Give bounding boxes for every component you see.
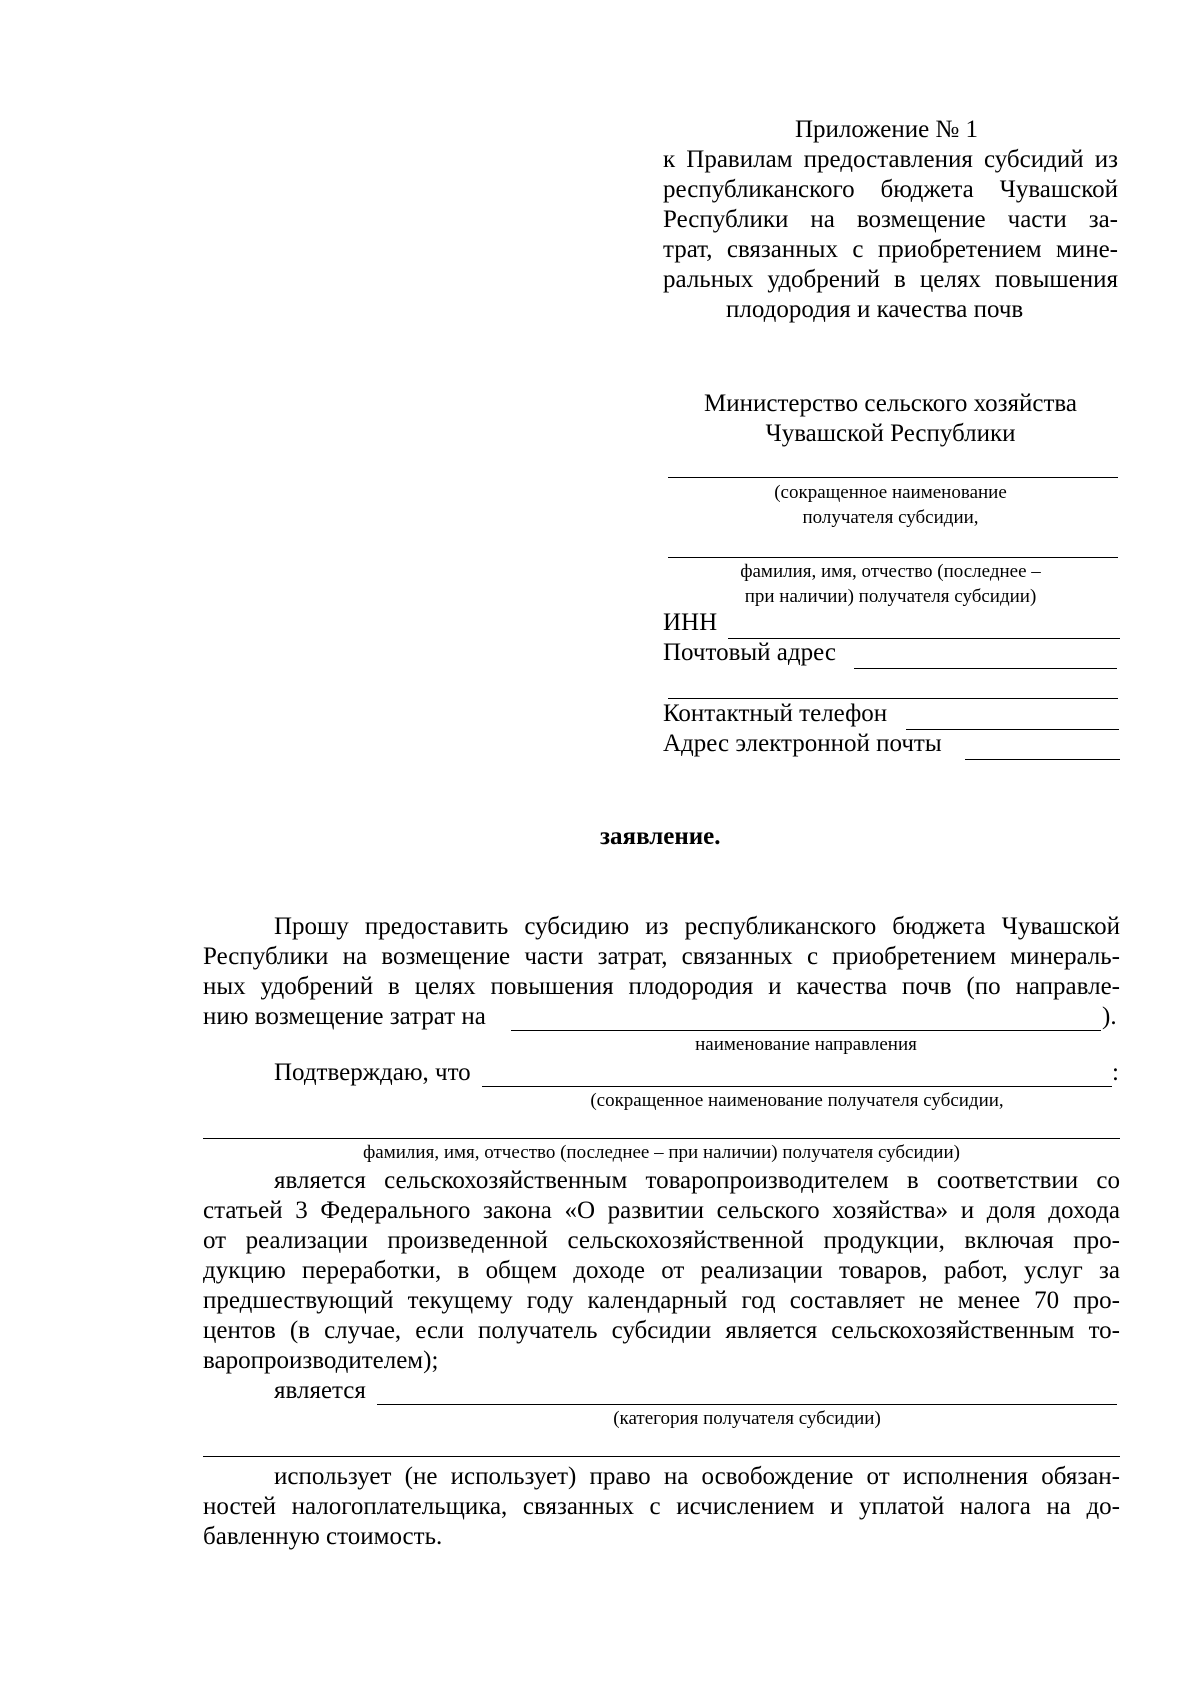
recipient-fio-line <box>668 557 1118 558</box>
ministry-line-2: Чувашской Республики <box>765 420 1016 447</box>
recipient-name-line <box>668 477 1118 478</box>
producer-line-5: предшествующий текущему году календарный год составляет не менее 70 про- <box>203 1287 1120 1314</box>
appendix-line-6: плодородия и качества почв <box>726 296 1024 323</box>
recipient-field-line[interactable] <box>482 1086 1112 1087</box>
confirm-label: Подтверждаю, что <box>274 1059 471 1086</box>
producer-line-1: является сельскохозяйственным товаропроизводителем в соответствии со <box>274 1167 1120 1194</box>
postal-address-field-line-2[interactable] <box>668 698 1118 699</box>
appendix-line-5: ральных удобрений в целях повышения <box>663 266 1118 293</box>
fio-hint-line-2: при наличии) получателя субсидии) <box>744 586 1037 607</box>
direction-field-line[interactable] <box>511 1030 1101 1031</box>
appendix-line-4: трат, связанных с приобретением мине- <box>663 236 1118 263</box>
vat-line-3: бавленную стоимость. <box>203 1523 443 1550</box>
category-field-line[interactable] <box>377 1404 1117 1405</box>
request-line-1: Прошу предоставить субсидию из республиканского бюджета Чувашской <box>274 913 1120 940</box>
producer-line-4: дукцию переработки, в общем доходе от реализации товаров, работ, услуг за <box>203 1257 1120 1284</box>
document-title: заявление. <box>600 823 721 850</box>
appendix-line-3: Республики на возмещение части за- <box>663 206 1118 233</box>
request-line-2: Республики на возмещение части затрат, связанных с приобретением минераль- <box>203 943 1120 970</box>
appendix-line-1: к Правилам предоставления субсидий из <box>663 146 1118 173</box>
category-field-line-2[interactable] <box>203 1456 1120 1457</box>
request-line-4: нию возмещение затрат на <box>203 1003 486 1030</box>
fio-hint-line-1: фамилия, имя, отчество (последнее – <box>740 561 1041 582</box>
is-label: является <box>274 1377 366 1404</box>
producer-line-2: статьей 3 Федерального закона «О развитии сельского хозяйства» и доля дохода <box>203 1197 1120 1224</box>
producer-line-7: варопроизводителем); <box>203 1347 439 1374</box>
email-field-line[interactable] <box>965 759 1120 760</box>
email-label: Адрес электронной почты <box>663 730 942 757</box>
phone-label: Контактный телефон <box>663 700 888 727</box>
confirm-end: : <box>1112 1059 1119 1086</box>
appendix-line-2: республиканского бюджета Чувашской <box>663 176 1118 203</box>
category-hint: (категория получателя субсидии) <box>613 1408 881 1429</box>
recipient-field-hint-2: фамилия, имя, отчество (последнее – при наличии) получателя субсидии) <box>363 1142 960 1163</box>
recipient-hint-line-2: получателя субсидии, <box>802 507 979 528</box>
postal-address-field-line[interactable] <box>854 668 1117 669</box>
postal-address-label: Почтовый адрес <box>663 639 836 666</box>
inn-label: ИНН <box>663 609 718 636</box>
recipient-field-hint-1: (сокращенное наименование получателя субсидии, <box>590 1090 1004 1111</box>
producer-line-6: центов (в случае, если получатель субсидии является сельскохозяйственным то- <box>203 1317 1120 1344</box>
direction-hint: наименование направления <box>695 1034 917 1055</box>
appendix-title: Приложение № 1 <box>795 116 979 143</box>
request-end: ). <box>1102 1003 1117 1030</box>
recipient-hint-line-1: (сокращенное наименование <box>774 482 1007 503</box>
vat-line-2: ностей налогоплательщика, связанных с исчислением и уплатой налога на до- <box>203 1493 1120 1520</box>
ministry-line-1: Министерство сельского хозяйства <box>703 390 1077 417</box>
recipient-field-line-2[interactable] <box>203 1138 1120 1139</box>
vat-line-1: использует (не использует) право на освобождение от исполнения обязан- <box>274 1463 1120 1490</box>
request-line-3: ных удобрений в целях повышения плодородия и качества почв (по направле- <box>203 973 1120 1000</box>
producer-line-3: от реализации произведенной сельскохозяйственной продукции, включая про- <box>203 1227 1120 1254</box>
